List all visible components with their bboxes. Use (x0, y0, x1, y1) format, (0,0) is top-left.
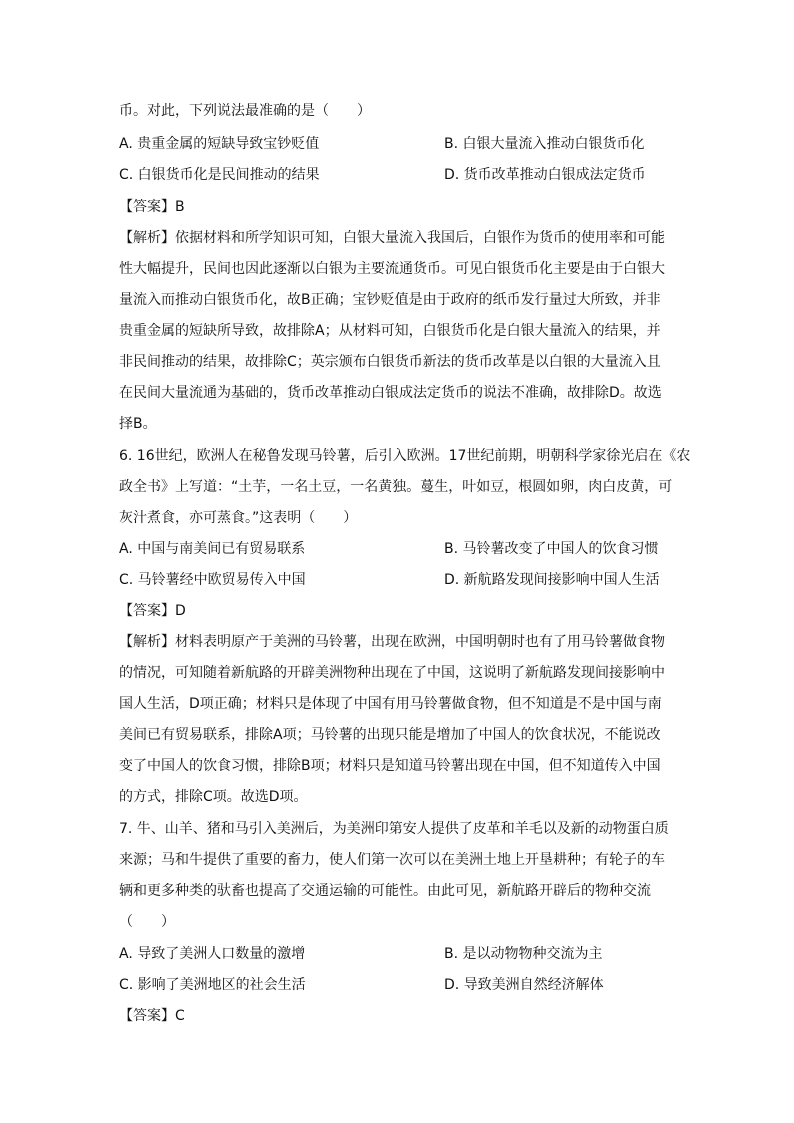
q5-analysis-line: 量流入而推动白银货币化，故B正确；宝钞贬值是由于政府的纸币发行量过大所致，并非 (119, 292, 661, 308)
q5-option-a: A. 贵重金属的短缺导致宝钞贬值 (119, 136, 320, 152)
q6-answer: 【答案】D (119, 603, 186, 619)
q5-analysis-line: 性大幅提升，民间也因此逐渐以白银为主要流通货币。可见白银货币化主要是由于白银大 (119, 261, 665, 277)
q6-analysis-line: 【解析】材料表明原产于美洲的马铃薯，出现在欧洲，中国明朝时也有了用马铃薯做食物 (119, 634, 665, 650)
q6-analysis-line: 的方式，排除C项。故选D项。 (119, 789, 308, 805)
q7-stem-line: （ ） (119, 914, 175, 930)
q7-stem-line: 来源；马和牛提供了重要的畜力，使人们第一次可以在美洲土地上开垦耕种；有轮子的车 (119, 852, 665, 868)
q7-option-d: D. 导致美洲自然经济解体 (444, 977, 604, 993)
q7-answer: 【答案】C (119, 1008, 185, 1024)
q6-option-b: B. 马铃薯改变了中国人的饮食习惯 (444, 541, 659, 557)
q5-answer: 【答案】B (119, 199, 185, 215)
q5-option-d: D. 货币改革推动白银成法定货币 (444, 167, 646, 183)
q5-option-c: C. 白银货币化是民间推动的结果 (119, 167, 320, 183)
q6-stem-line: 灰汁煮食，亦可蒸食。”这表明（ ） (119, 510, 358, 526)
q6-option-d: D. 新航路发现间接影响中国人生活 (444, 572, 660, 588)
q6-stem-line: 政全书》上写道：“土芋，一名土豆，一名黄独。蔓生，叶如豆，根圆如卵，肉白皮黄，可 (119, 479, 673, 495)
q6-stem-line: 6. 16世纪，欧洲人在秘鲁发现马铃薯，后引入欧洲。17世纪前期，明朝科学家徐光启在《农 (119, 448, 691, 464)
q5-analysis-line: 择B。 (119, 416, 157, 432)
q6-option-c: C. 马铃薯经中欧贸易传入中国 (119, 572, 306, 588)
q5-analysis-line: 在民间大量流通为基础的，货币改革推动白银成法定货币的说法不准确，故排除D。故选 (119, 385, 662, 401)
q6-analysis-line: 的情况，可知随着新航路的开辟美洲物种出现在了中国，这说明了新航路发现间接影响中 (119, 665, 665, 681)
q5-option-b: B. 白银大量流入推动白银货币化 (444, 136, 645, 152)
q7-stem-line: 辆和更多种类的驮畜也提高了交通运输的可能性。由此可见，新航路开辟后的物种交流 (119, 883, 651, 899)
q5-analysis-line: 【解析】依据材料和所学知识可知，白银大量流入我国后，白银作为货币的使用率和可能 (119, 230, 665, 246)
q6-analysis-line: 变了中国人的饮食习惯，排除B项；材料只是知道马铃薯出现在中国，但不知道传入中国 (119, 758, 661, 774)
q7-option-b: B. 是以动物物种交流为主 (444, 946, 603, 962)
q5-stem: 币。对此，下列说法最准确的是（ ） (119, 103, 371, 119)
q7-stem-line: 7. 牛、山羊、猪和马引入美洲后，为美洲印第安人提供了皮革和羊毛以及新的动物蛋白质 (119, 821, 669, 837)
q6-option-a: A. 中国与南美间已有贸易联系 (119, 541, 306, 557)
q6-analysis-line: 国人生活，D项正确；材料只是体现了中国有用马铃薯做食物，但不知道是不是中国与南 (119, 696, 662, 712)
q7-option-c: C. 影响了美洲地区的社会生活 (119, 977, 306, 993)
q5-analysis-line: 贵重金属的短缺所导致，故排除A；从材料可知，白银货币化是白银大量流入的结果，并 (119, 323, 661, 339)
q7-option-a: A. 导致了美洲人口数量的激增 (119, 946, 306, 962)
q6-analysis-line: 美间已有贸易联系，排除A项；马铃薯的出现只能是增加了中国人的饮食状况，不能说改 (119, 727, 661, 743)
q5-analysis-line: 非民间推动的结果，故排除C；英宗颁布白银货币新法的货币改革是以白银的大量流入且 (119, 354, 661, 370)
